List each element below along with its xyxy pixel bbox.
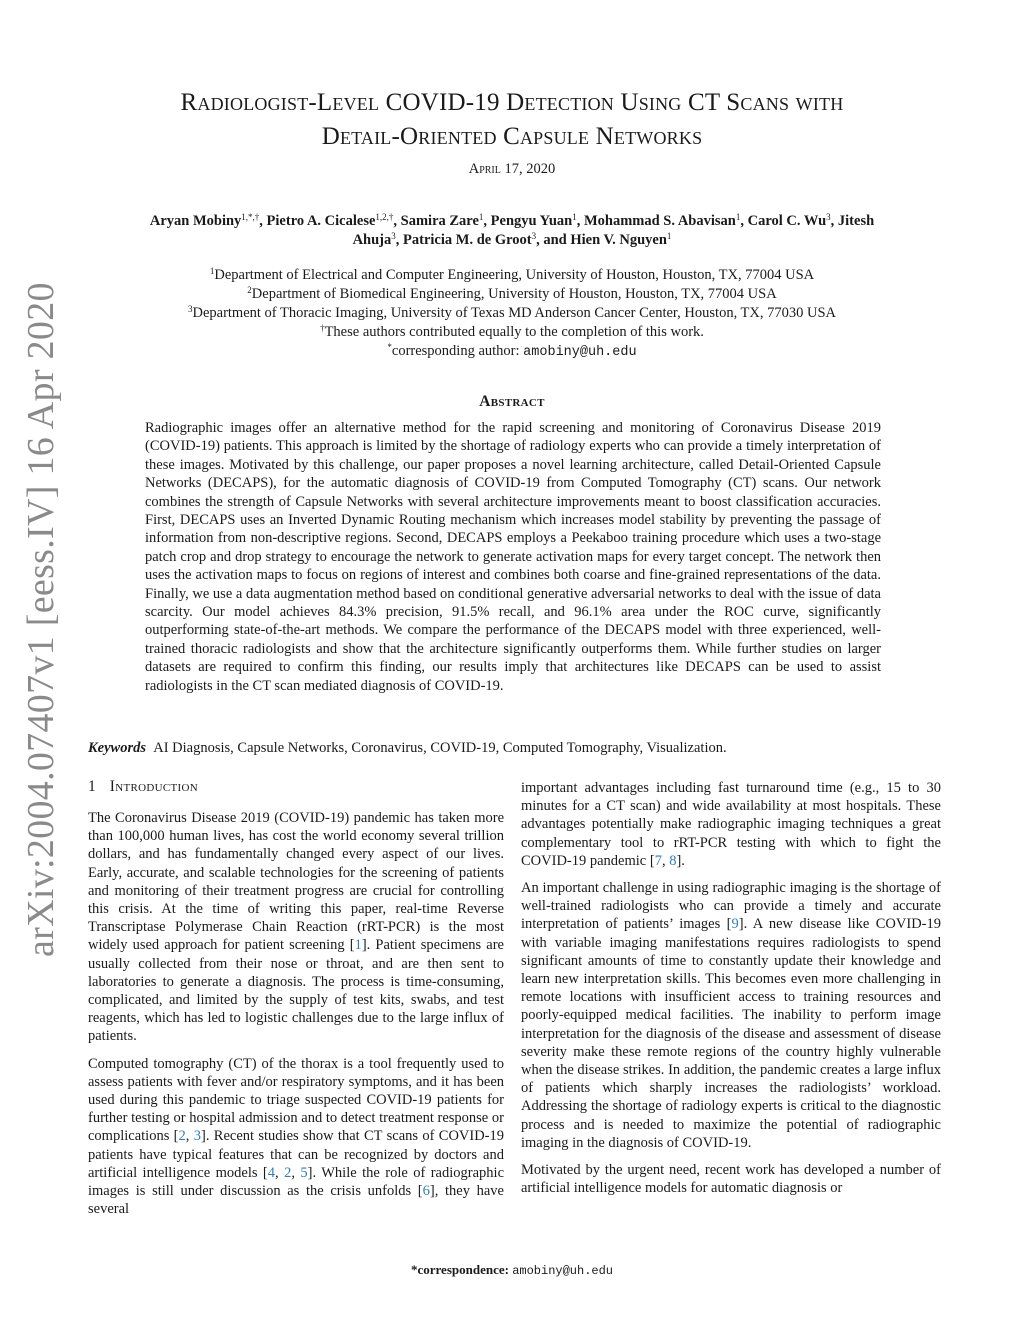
text-run: ]. (676, 852, 685, 869)
citation-link[interactable]: 6 (422, 1183, 430, 1200)
paper-title (100, 86, 924, 154)
citation-link[interactable]: 1 (354, 937, 362, 954)
author-name: Aryan Mobiny (149, 213, 242, 229)
author-line-2: Ahuja$^3$, Patricia M. de Groot$^3$, and Hien V. Nguyen$^1$ (352, 231, 672, 248)
title-line-1: Radiologist-Level COVID-19 Detection Using CT Scans with (180, 89, 844, 116)
author-name: Mohammad S. Abavisan (583, 213, 736, 229)
affiliation-marker: 2 (247, 285, 252, 295)
author-affiliation-marker: 3 (826, 212, 831, 222)
corresponding-email[interactable]: amobiny@uh.edu (523, 345, 637, 360)
text-run: , (291, 1164, 301, 1181)
affiliation-text: Department of Thoracic Imaging, University of Texas MD Anderson Cancer Center, Houston, TX, 77030 USA (192, 305, 837, 321)
text-run: , (185, 1128, 194, 1145)
affiliation-text: Department of Electrical and Computer Engineering, University of Houston, Houston, TX, 77004 USA (214, 267, 815, 283)
section-title: Introduction (109, 778, 198, 795)
title-line-2: Detail-Oriented Capsule Networks (321, 123, 703, 150)
author-name: and Hien V. Nguyen (543, 232, 667, 248)
author-name: Patricia M. de Groot (403, 232, 532, 248)
author-list (80, 212, 944, 250)
author-name: Samira Zare (400, 213, 479, 229)
citation-link[interactable]: 5 (300, 1164, 308, 1181)
citation-link[interactable]: 3 (193, 1128, 201, 1145)
date-month: April (468, 161, 501, 177)
affiliation-line (80, 285, 944, 304)
author-affiliation-marker: 1 (572, 212, 577, 222)
date-rest: 17, 2020 (500, 161, 556, 177)
section-heading (88, 778, 198, 796)
citation-link[interactable]: 7 (654, 852, 662, 869)
affiliation-text: These authors contributed equally to the completion of this work. (324, 324, 704, 340)
keywords (88, 740, 938, 757)
text-run: Motivated by the urgent need, recent work has developed a number of artificial intelligence models for automatic diagnosis or (521, 1162, 941, 1197)
paper-date (100, 161, 924, 178)
author-line-1: Aryan Mobiny$^{1,*,\dagger}$, Pietro A. Cicalese$^{1,2,\dagger}$, Samira Zare$^1$, Pengyu Yuan$^1$, Mohammad S. Abavisan$^1$, Carol C. Wu$^3$, Jitesh (149, 212, 875, 229)
abstract-heading: Abstract (479, 393, 545, 410)
keywords-text: AI Diagnosis, Capsule Networks, Coronavirus, COVID-19, Computed Tomography, Visualization. (153, 740, 727, 756)
author-affiliation-marker: 1,*,† (241, 212, 260, 222)
text-run: ]. Recent studies show that CT scans of COVID-19 patients have typical features that can be recognized by doctors and artificial intelligence models [ (88, 1128, 505, 1181)
paragraph (88, 1055, 504, 1219)
author-affiliation-marker: 3 (531, 231, 537, 241)
author-name: Pengyu Yuan (490, 213, 573, 229)
author-affiliation-marker: 1 (478, 212, 484, 222)
author-name: Ahuja (352, 232, 392, 248)
arxiv-stamp: arXiv:2004.07407v1 [eess.IV] 16 Apr 2020 (20, 282, 62, 957)
text-run: ], they have several (88, 1183, 504, 1218)
footer-correspondence (100, 1262, 924, 1278)
text-run: The Coronavirus Disease 2019 (COVID-19) pandemic has taken more than 100,000 human lives, has cost the world economy several trillion dollars, and has fundamentally changed every aspect of our lives. Early, accurate, and scalable technologies for the screening of patients and monitoring of their treatment progress are crucial for controlling this crisis. At the time of writing this paper, real-time Reverse Transcriptase Polymerase Chain Reaction (rRT-PCR) is the most widely used approach for patient screening [ (88, 810, 504, 954)
text-run: , (661, 852, 670, 869)
equal-contribution-note (80, 323, 944, 342)
corresponding-marker: * (387, 342, 392, 352)
citation-link[interactable]: 2 (178, 1128, 186, 1145)
text-run: Computed tomography (CT) of the thorax is a tool frequently used to assess patients with fever and/or respiratory symptoms, and it has been used during this pandemic to triage suspected COVID-19 patients for further testing or hospital admission and to detect treatment response or complications [ (88, 1055, 504, 1145)
corresponding-author (80, 342, 944, 362)
paragraph (521, 879, 941, 1152)
text-run: An important challenge in using radiographic imaging is the shortage of well-trained radiologists who can provide a timely and accurate interpretation of patients’ images [ (521, 880, 941, 933)
author-affiliation-marker: 1,2,† (375, 212, 394, 222)
affiliations (80, 266, 944, 362)
affiliation-marker: † (320, 323, 325, 333)
paragraph (521, 779, 941, 870)
affiliation-line (80, 304, 944, 323)
author-affiliation-marker: 1 (735, 212, 741, 222)
text-run: ]. A new disease like COVID-19 with variable imaging manifestations requires radiologists to spend significant amounts of time to constantly update their knowledge and learn new interpretation skills. This becomes even more challenging in remote locations with insufficient access to training resources and poorly-equipped medical facilities. The inability to perform image interpretation for the diagnosis of the disease and assessment of disease severity make these remote regions of the country highly vulnerable when the disease strikes. In addition, the pandemic creates a large influx of patients which sharply increases the radiologists’ workload. Addressing the shortage of radiology experts is critical to the diagnostic process and is needed to maximize the potential of radiographic imaging in the diagnosis of COVID-19. (521, 916, 941, 1151)
left-column (88, 809, 504, 1227)
affiliation-text: Department of Biomedical Engineering, University of Houston, Houston, TX, 77004 USA (251, 286, 777, 302)
keywords-label: Keywords (88, 740, 146, 756)
text-run: ]. Patient specimens are usually collected from their nose or throat, and are then sent to laboratories to generate a diagnosis. The process is time-consuming, complicated, and limited by the supply of test kits, swabs, and test reagents, which has led to logistic challenges due to the large influx of patients. (88, 937, 504, 1045)
citation-link[interactable]: 9 (731, 916, 739, 933)
affiliation-marker: 3 (187, 304, 193, 314)
section-number: 1 (88, 778, 96, 795)
text-run: , (275, 1164, 285, 1181)
corresponding-label: corresponding author: (391, 343, 524, 359)
right-column (521, 779, 941, 1206)
footer-email[interactable]: amobiny@uh.edu (512, 1264, 614, 1278)
citation-link[interactable]: 4 (267, 1164, 275, 1181)
paragraph (88, 809, 504, 1046)
citation-link[interactable]: 8 (669, 852, 677, 869)
author-affiliation-marker: 3 (391, 231, 396, 241)
citation-link[interactable]: 2 (284, 1164, 292, 1181)
author-name: Pietro A. Cicalese (266, 213, 376, 229)
footer-label: *correspondence: (410, 1262, 513, 1277)
author-name: Carol C. Wu (747, 213, 827, 229)
paragraph (521, 1161, 941, 1197)
author-name: Jitesh (837, 213, 875, 229)
text-run: important advantages including fast turnaround time (e.g., 15 to 30 minutes for a CT scan) and wide availability at most hospitals. These advantages potentially make radiographic imaging techniques a great complementary tool to rRT-PCR testing with which to fight the COVID-19 pandemic [ (521, 780, 941, 869)
affiliation-marker: 1 (209, 266, 215, 276)
affiliation-line (80, 266, 944, 285)
text-run: ]. While the role of radiographic images is still under discussion as the crisis unfolds [ (88, 1164, 505, 1200)
author-affiliation-marker: 1 (666, 231, 672, 241)
abstract-body: Radiographic images offer an alternative method for the rapid screening and monitoring of Coronavirus Disease 2019 (COVID-19) patients. This approach is limited by the shortage of radiology experts who can provide a timely interpretation of these images. Motivated by this challenge, our paper proposes a novel learning architecture, called Detail-Oriented Capsule Networks (DECAPS), for the automatic diagnosis of COVID-19 from Computed Tomography (CT) scans. Our network combines the strength of Capsule Networks with several architecture improvements meant to boost classification accuracies. First, DECAPS uses an Inverted Dynamic Routing mechanism which increases model stability by preventing the passage of information from non-descriptive regions. Second, DECAPS employs a Peekaboo training procedure which uses a two-stage patch crop and drop strategy to encourage the network to generate activation maps for every target concept. The network then uses the activation maps to focus on regions of interest and combines both coarse and fine-grained representations of the data. Finally, we use a data augmentation method based on conditional generative adversarial networks to deal with the issue of data scarcity. Our model achieves 84.3% precision, 91.5% recall, and 96.1% area under the ROC curve, significantly outperforming state-of-the-art methods. We compare the performance of the DECAPS model with three experienced, well-trained thoracic radiologists and show that the architecture significantly outperforms them. While further studies on larger datasets are required to confirm this finding, our results imply that architectures like DECAPS can be used to assist radiologists in the CT scan mediated diagnosis of COVID-19. (145, 420, 881, 694)
